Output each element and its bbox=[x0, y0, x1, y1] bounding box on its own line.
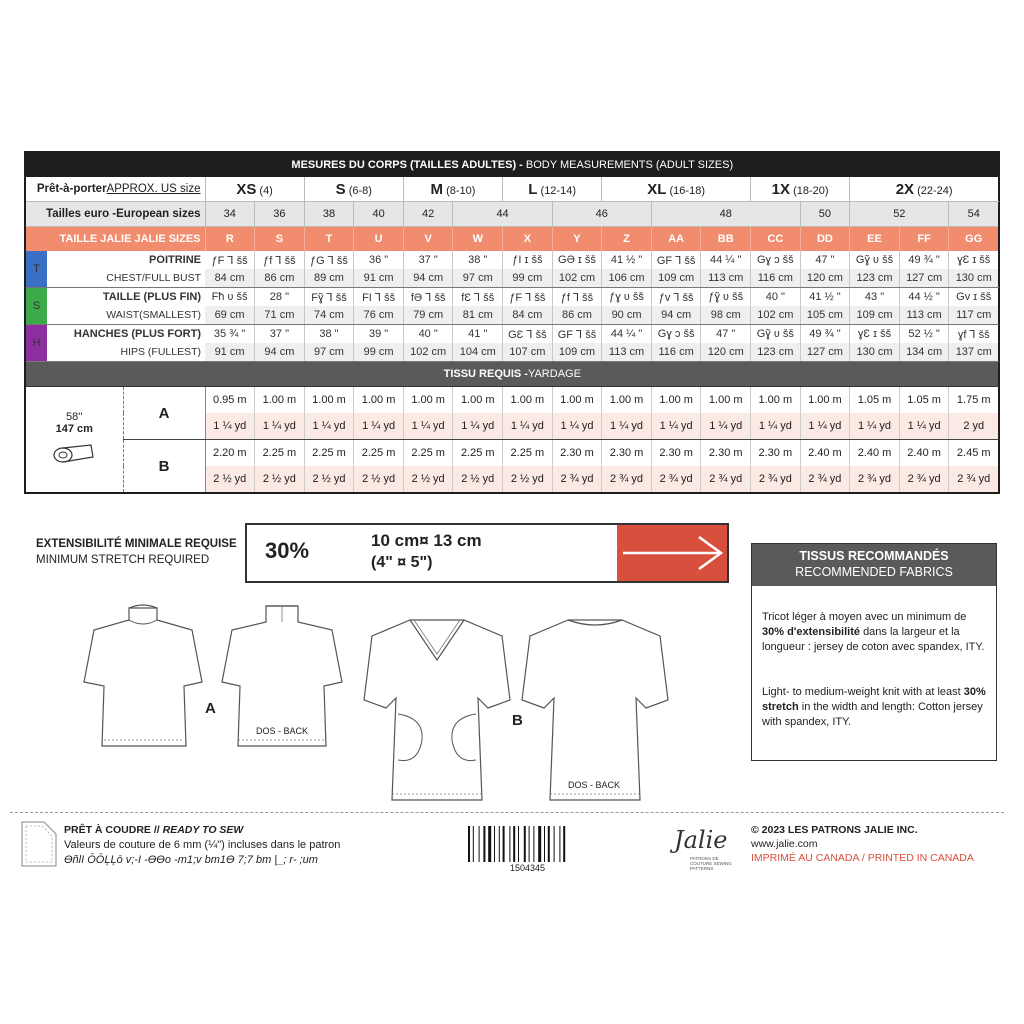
yardage-yards-cell: 2 ¾ yd bbox=[701, 466, 751, 493]
measurement-inches-cell: 49 ¾ " bbox=[800, 325, 850, 344]
measurement-cm-cell: 102 cm bbox=[403, 343, 453, 362]
measurement-row-cm bbox=[25, 306, 999, 325]
measurement-cm-cell: 86 cm bbox=[255, 269, 305, 288]
measurement-cm-cell: 117 cm bbox=[949, 306, 999, 325]
yardage-metres-cell: 1.05 m bbox=[850, 387, 900, 414]
yardage-metres-cell: 1.00 m bbox=[800, 387, 850, 414]
yardage-metres-cell: 2.25 m bbox=[503, 440, 553, 467]
measurement-cm-cell: 97 cm bbox=[453, 269, 503, 288]
yardage-yards-cell: 2 ½ yd bbox=[403, 466, 453, 493]
cut-line-divider bbox=[10, 812, 1004, 813]
yardage-yards-cell: 2 ½ yd bbox=[503, 466, 553, 493]
table-title-fr: MESURES DU CORPS (TAILLES ADULTES) - bbox=[291, 159, 523, 171]
jalie-size: AA bbox=[651, 227, 701, 252]
measurement-cm-cell: 79 cm bbox=[403, 306, 453, 325]
measurement-cm-cell: 84 cm bbox=[503, 306, 553, 325]
ready-to-sew-note bbox=[64, 823, 340, 868]
us-size-2x: 2X (22-24) bbox=[850, 177, 999, 202]
euro-size: 44 bbox=[453, 202, 552, 227]
barcode-bar bbox=[524, 826, 526, 862]
yardage-yards-cell: 2 ½ yd bbox=[354, 466, 404, 493]
measurement-inches-cell: 35 ¾ " bbox=[205, 325, 255, 344]
measurement-cm-cell: 123 cm bbox=[850, 269, 900, 288]
jalie-size: CC bbox=[751, 227, 801, 252]
measurement-inches-cell: 37 " bbox=[403, 251, 453, 269]
measurement-inches-cell: ƒɣ̃ ʋ šš bbox=[701, 288, 751, 307]
measurement-inches-cell: Gɣ̃ ʋ šš bbox=[751, 325, 801, 344]
jalie-size: BB bbox=[701, 227, 751, 252]
yardage-yards-cell: 1 ¼ yd bbox=[354, 413, 404, 440]
euro-size: 52 bbox=[850, 202, 949, 227]
view-b-back-sketch bbox=[520, 614, 670, 804]
measurement-cm-cell: 123 cm bbox=[751, 343, 801, 362]
fabric-width-cell bbox=[25, 387, 123, 494]
yardage-metres-cell: 1.00 m bbox=[701, 387, 751, 414]
yardage-yards-cell: 1 ¼ yd bbox=[701, 413, 751, 440]
view-b-letter: B bbox=[512, 712, 523, 729]
measurement-inches-cell: ƒɣ ʋ šš bbox=[602, 288, 652, 307]
measurement-cm-cell: 94 cm bbox=[255, 343, 305, 362]
measurement-inches-cell: Gɣ ɔ šš bbox=[751, 251, 801, 269]
euro-size: 48 bbox=[651, 202, 800, 227]
barcode bbox=[466, 826, 584, 862]
view-a-front-sketch bbox=[82, 600, 204, 750]
measurement-cm-cell: 98 cm bbox=[701, 306, 751, 325]
barcode-number: 1504345 bbox=[510, 863, 546, 873]
euro-size: 38 bbox=[304, 202, 354, 227]
yardage-yards-cell: 2 ½ yd bbox=[205, 466, 255, 493]
yardage-metres-cell: 2.20 m bbox=[205, 440, 255, 467]
measurement-inches-cell: 41 " bbox=[453, 325, 503, 344]
ready-to-sew-title: PRÊT À COUDRE // READY TO SEW bbox=[64, 824, 244, 836]
yardage-metres-cell: 1.00 m bbox=[304, 387, 354, 414]
measurement-inches-cell: ƒF ⅂ šš bbox=[205, 251, 255, 269]
yardage-yards-cell: 1 ¼ yd bbox=[552, 413, 602, 440]
measurement-cm-cell: 107 cm bbox=[503, 343, 553, 362]
measurement-inches-cell: 39 " bbox=[354, 325, 404, 344]
yardage-metres-cell: 2.30 m bbox=[552, 440, 602, 467]
jalie-size: EE bbox=[850, 227, 900, 252]
yardage-metres-cell: 1.75 m bbox=[949, 387, 999, 414]
yardage-yards-cell: 2 yd bbox=[949, 413, 999, 440]
website-link[interactable]: www.jalie.com bbox=[751, 838, 818, 850]
yardage-rows bbox=[25, 387, 999, 494]
yardage-yards-cell: 2 ¾ yd bbox=[949, 466, 999, 493]
measurement-inches-cell: 52 ½ " bbox=[899, 325, 949, 344]
jalie-size: Z bbox=[602, 227, 652, 252]
measurement-label-en: WAIST(SMALLEST) bbox=[47, 306, 205, 325]
measurement-inches-cell: 44 ¼ " bbox=[602, 325, 652, 344]
barcode-bar bbox=[488, 826, 491, 862]
measurement-inches-cell: 44 ¼ " bbox=[701, 251, 751, 269]
yardage-metres-cell: 2.30 m bbox=[751, 440, 801, 467]
measurement-cm-cell: 76 cm bbox=[354, 306, 404, 325]
measurement-cm-cell: 99 cm bbox=[503, 269, 553, 288]
jalie-size: T bbox=[304, 227, 354, 252]
measurement-inches-cell: 44 ½ " bbox=[899, 288, 949, 307]
measurement-row-inches bbox=[25, 288, 999, 307]
measurement-inches-cell: ɣƐ ɪ šš bbox=[850, 325, 900, 344]
measurement-cm-cell: 109 cm bbox=[850, 306, 900, 325]
yardage-yards-cell: 2 ¾ yd bbox=[602, 466, 652, 493]
view-a-letter: A bbox=[205, 700, 216, 717]
measurement-label-fr: POITRINE bbox=[149, 254, 201, 266]
yardage-metres-cell: 2.25 m bbox=[304, 440, 354, 467]
barcode-bar bbox=[494, 826, 495, 862]
yardage-metres-cell: 2.40 m bbox=[899, 440, 949, 467]
barcode-bar bbox=[563, 826, 565, 862]
measurement-inches-cell: 47 " bbox=[701, 325, 751, 344]
yardage-metres-cell: 1.00 m bbox=[255, 387, 305, 414]
yardage-metres-cell: 2.25 m bbox=[255, 440, 305, 467]
jalie-size: V bbox=[403, 227, 453, 252]
jalie-size: FF bbox=[899, 227, 949, 252]
seam-allowance-icon bbox=[20, 820, 58, 868]
measurement-inches-cell: GƏ ɪ šš bbox=[552, 251, 602, 269]
jalie-size-row bbox=[25, 227, 999, 252]
stretch-label-fr: EXTENSIBILITÉ MINIMALE REQUISE bbox=[36, 538, 237, 550]
us-size-label bbox=[25, 177, 205, 202]
euro-size: 54 bbox=[949, 202, 999, 227]
measurement-cm-cell: 104 cm bbox=[453, 343, 503, 362]
yardage-metres-cell: 2.30 m bbox=[701, 440, 751, 467]
euro-size: 46 bbox=[552, 202, 651, 227]
measurement-cm-cell: 91 cm bbox=[205, 343, 255, 362]
jalie-size: DD bbox=[800, 227, 850, 252]
recommended-title-fr: TISSUS RECOMMANDÉS bbox=[799, 549, 949, 563]
recommended-title-en: RECOMMENDED FABRICS bbox=[795, 565, 953, 579]
euro-size-row bbox=[25, 202, 999, 227]
recommended-fabrics-panel bbox=[751, 543, 997, 761]
yardage-row-metres bbox=[25, 440, 999, 467]
yardage-metres-cell: 1.00 m bbox=[751, 387, 801, 414]
measurement-cm-cell: 74 cm bbox=[304, 306, 354, 325]
yardage-metres-cell: 1.00 m bbox=[651, 387, 701, 414]
measurement-inches-cell: fƏ ⅂ šš bbox=[403, 288, 453, 307]
recommended-text-en: Light- to medium-weight knit with at least 30% stretch in the width and length: Cotton jersey with spandex, ITY. bbox=[762, 686, 986, 728]
measurement-inches-cell: Fɣ̃ ⅂ šš bbox=[304, 288, 354, 307]
yardage-yards-cell: 2 ¾ yd bbox=[552, 466, 602, 493]
stretch-label bbox=[36, 536, 237, 568]
us-size-l: L (12-14) bbox=[503, 177, 602, 202]
measurement-inches-cell: GF ⅂ šš bbox=[651, 251, 701, 269]
measurement-inches-cell: ɣƐ ɪ šš bbox=[949, 251, 999, 269]
stretch-gauge bbox=[245, 523, 729, 583]
seam-allowance-fr: Valeurs de couture de 6 mm (¼") incluses dans le patron bbox=[64, 839, 341, 851]
measurement-color-tag: H bbox=[25, 325, 47, 362]
measurement-inches-cell: Gɣ̃ ʋ šš bbox=[850, 251, 900, 269]
measurement-cm-cell: 94 cm bbox=[651, 306, 701, 325]
measurement-cm-cell: 130 cm bbox=[850, 343, 900, 362]
yardage-metres-cell: 1.00 m bbox=[453, 387, 503, 414]
view-b-front-sketch bbox=[362, 614, 512, 804]
yardage-view-label: A bbox=[123, 387, 205, 440]
barcode-bar bbox=[518, 826, 519, 862]
jalie-logo-subtitle: PATRONS DE COUTURE SEWING PATTERNS bbox=[690, 856, 732, 871]
yardage-yards-cell: 2 ¾ yd bbox=[850, 466, 900, 493]
barcode-bar bbox=[544, 826, 545, 862]
yardage-yards-cell: 2 ½ yd bbox=[304, 466, 354, 493]
table-title-en: BODY MEASUREMENTS (ADULT SIZES) bbox=[525, 159, 734, 171]
measurement-cm-cell: 113 cm bbox=[602, 343, 652, 362]
measurement-row-cm bbox=[25, 343, 999, 362]
jalie-size: X bbox=[503, 227, 553, 252]
us-size-label-fr: Prêt-à-porter bbox=[36, 183, 107, 195]
yardage-metres-cell: 1.00 m bbox=[403, 387, 453, 414]
barcode-bar bbox=[503, 826, 505, 862]
measurement-cm-cell: 106 cm bbox=[602, 269, 652, 288]
yardage-metres-cell: 2.25 m bbox=[354, 440, 404, 467]
measurement-cm-cell: 120 cm bbox=[800, 269, 850, 288]
barcode-bar bbox=[548, 826, 550, 862]
arrow-right-icon bbox=[617, 525, 727, 581]
yardage-title-fr: TISSU REQUIS - bbox=[443, 368, 528, 380]
euro-size: 36 bbox=[255, 202, 305, 227]
us-size-xs: XS (4) bbox=[205, 177, 304, 202]
yardage-yards-cell: 2 ½ yd bbox=[453, 466, 503, 493]
barcode-bar bbox=[473, 826, 474, 862]
measurement-label-fr: TAILLE (PLUS FIN) bbox=[102, 291, 201, 303]
us-size-xl: XL (16-18) bbox=[602, 177, 751, 202]
jalie-logo: Jalie bbox=[674, 826, 728, 854]
measurement-cm-cell: 71 cm bbox=[255, 306, 305, 325]
measurement-inches-cell: Fħ ʋ šš bbox=[205, 288, 255, 307]
view-b-back-label: DOS - BACK bbox=[568, 780, 621, 790]
measurement-inches-cell: 41 ½ " bbox=[602, 251, 652, 269]
measurement-inches-cell: ƒf ⅂ šš bbox=[552, 288, 602, 307]
yardage-yards-cell: 1 ¼ yd bbox=[751, 413, 801, 440]
yardage-row-metres bbox=[25, 387, 999, 414]
measurement-label-fr: HANCHES (PLUS FORT) bbox=[73, 328, 201, 340]
yardage-yards-cell: 1 ¼ yd bbox=[304, 413, 354, 440]
yardage-metres-cell: 1.00 m bbox=[602, 387, 652, 414]
jalie-size: U bbox=[354, 227, 404, 252]
yardage-yards-cell: 2 ¾ yd bbox=[751, 466, 801, 493]
measurement-color-tag: T bbox=[25, 251, 47, 288]
size-chart-table bbox=[24, 151, 1000, 494]
recommended-text-fr: Tricot léger à moyen avec un minimum de 30% d'extensibilité dans la largeur et la longueur : jersey de coton avec spandex, ITY. bbox=[762, 611, 985, 653]
measurement-cm-cell: 89 cm bbox=[304, 269, 354, 288]
yardage-view-label: B bbox=[123, 440, 205, 494]
yardage-metres-cell: 2.40 m bbox=[850, 440, 900, 467]
measurement-inches-cell: 36 " bbox=[354, 251, 404, 269]
yardage-yards-cell: 1 ¼ yd bbox=[205, 413, 255, 440]
stretch-inch-range: (4" ¤ 5") bbox=[371, 554, 433, 571]
copyright-text: © 2023 LES PATRONS JALIE INC. bbox=[751, 824, 918, 836]
yardage-metres-cell: 1.00 m bbox=[552, 387, 602, 414]
stretch-cm-range: 10 cm¤ 13 cm bbox=[371, 531, 482, 550]
measurement-inches-cell: 47 " bbox=[800, 251, 850, 269]
measurement-cm-cell: 134 cm bbox=[899, 343, 949, 362]
measurement-inches-cell: Gv ɪ šš bbox=[949, 288, 999, 307]
recommended-fabrics-header bbox=[752, 544, 996, 586]
yardage-metres-cell: 2.25 m bbox=[403, 440, 453, 467]
measurement-inches-cell: 28 " bbox=[255, 288, 305, 307]
measurement-cm-cell: 102 cm bbox=[552, 269, 602, 288]
barcode-bar bbox=[538, 826, 541, 862]
measurement-cm-cell: 86 cm bbox=[552, 306, 602, 325]
printed-in-text: IMPRIMÉ AU CANADA / PRINTED IN CANADA bbox=[751, 852, 974, 864]
seam-allowance-en: ƟñlI ŌŌĻĻō v;-I -ƟƟo -m1;v bm1Ɵ 7;7 bm |_; r- ;um bbox=[64, 854, 318, 866]
measurement-inches-cell: ƒG ⅂ šš bbox=[304, 251, 354, 269]
measurement-inches-cell: GF ⅂ šš bbox=[552, 325, 602, 344]
measurement-cm-cell: 113 cm bbox=[701, 269, 751, 288]
measurement-cm-cell: 113 cm bbox=[899, 306, 949, 325]
measurement-cm-cell: 116 cm bbox=[651, 343, 701, 362]
jalie-size-label: TAILLE JALIE JALIE SIZES bbox=[25, 227, 205, 252]
euro-size: 42 bbox=[403, 202, 453, 227]
barcode-bar bbox=[499, 826, 500, 862]
measurement-inches-cell: 38 " bbox=[453, 251, 503, 269]
view-a-back-label: DOS - BACK bbox=[256, 726, 309, 736]
table-title-row bbox=[25, 152, 999, 177]
yardage-yards-cell: 2 ¾ yd bbox=[800, 466, 850, 493]
measurement-cm-cell: 105 cm bbox=[800, 306, 850, 325]
us-size-1x: 1X (18-20) bbox=[751, 177, 850, 202]
measurement-inches-cell: ƒv ⅂ šš bbox=[651, 288, 701, 307]
stretch-percent: 30% bbox=[265, 538, 310, 563]
measurement-cm-cell: 97 cm bbox=[304, 343, 354, 362]
measurement-cm-cell: 137 cm bbox=[949, 343, 999, 362]
measurement-inches-cell: ƒf ⅂ šš bbox=[255, 251, 305, 269]
jalie-size: GG bbox=[949, 227, 999, 252]
measurement-inches-cell: 43 " bbox=[850, 288, 900, 307]
euro-size-label: Tailles euro -European sizes bbox=[25, 202, 205, 227]
measurement-row-cm bbox=[25, 269, 999, 288]
measurement-label-en: CHEST/FULL BUST bbox=[47, 269, 205, 288]
yardage-metres-cell: 2.30 m bbox=[602, 440, 652, 467]
measurement-cm-cell: 84 cm bbox=[205, 269, 255, 288]
fabric-width-cm: 147 cm bbox=[55, 423, 93, 435]
yardage-title-en: YARDAGE bbox=[527, 368, 581, 380]
stretch-arrow-block bbox=[617, 525, 727, 581]
euro-size: 50 bbox=[800, 202, 850, 227]
yardage-metres-cell: 2.30 m bbox=[651, 440, 701, 467]
yardage-metres-cell: 2.40 m bbox=[800, 440, 850, 467]
measurement-cm-cell: 102 cm bbox=[751, 306, 801, 325]
euro-size: 40 bbox=[354, 202, 404, 227]
yardage-yards-cell: 1 ¼ yd bbox=[800, 413, 850, 440]
yardage-yards-cell: 1 ¼ yd bbox=[651, 413, 701, 440]
jalie-size: S bbox=[255, 227, 305, 252]
measurement-inches-cell: 38 " bbox=[304, 325, 354, 344]
yardage-metres-cell: 1.00 m bbox=[503, 387, 553, 414]
us-size-label-en: APPROX. US size bbox=[106, 183, 201, 195]
barcode-bar bbox=[483, 826, 485, 862]
barcode-bar bbox=[468, 826, 470, 862]
measurement-inches-cell: 37 " bbox=[255, 325, 305, 344]
fabric-roll-icon bbox=[51, 441, 97, 465]
measurement-cm-cell: 91 cm bbox=[354, 269, 404, 288]
yardage-metres-cell: 1.05 m bbox=[899, 387, 949, 414]
measurement-inches-cell: fƐ ⅂ šš bbox=[453, 288, 503, 307]
measurement-inches-cell: Gɣ ɔ šš bbox=[651, 325, 701, 344]
measurement-cm-cell: 90 cm bbox=[602, 306, 652, 325]
measurement-inches-cell: ɣf ⅂ šš bbox=[949, 325, 999, 344]
measurement-cm-cell: 116 cm bbox=[751, 269, 801, 288]
measurement-inches-cell: 49 ¾ " bbox=[899, 251, 949, 269]
measurement-cm-cell: 99 cm bbox=[354, 343, 404, 362]
jalie-size: Y bbox=[552, 227, 602, 252]
euro-size: 34 bbox=[205, 202, 255, 227]
measurement-row-inches bbox=[25, 251, 999, 269]
barcode-bar bbox=[533, 826, 534, 862]
measurement-label-en: HIPS (FULLEST) bbox=[47, 343, 205, 362]
jalie-size: W bbox=[453, 227, 503, 252]
stretch-label-en: MINIMUM STRETCH REQUIRED bbox=[36, 554, 210, 566]
yardage-metres-cell: 1.00 m bbox=[354, 387, 404, 414]
barcode-bar bbox=[554, 826, 555, 862]
measurement-inches-cell: 40 " bbox=[403, 325, 453, 344]
barcode-bar bbox=[479, 826, 480, 862]
yardage-yards-cell: 1 ¼ yd bbox=[503, 413, 553, 440]
yardage-yards-cell: 1 ¼ yd bbox=[453, 413, 503, 440]
us-size-row bbox=[25, 177, 999, 202]
fabric-width-inches: 58'' bbox=[66, 411, 83, 423]
yardage-metres-cell: 0.95 m bbox=[205, 387, 255, 414]
measurement-inches-cell: 41 ½ " bbox=[800, 288, 850, 307]
yardage-title-row bbox=[25, 362, 999, 387]
yardage-yards-cell: 2 ¾ yd bbox=[651, 466, 701, 493]
measurement-rows bbox=[25, 251, 999, 362]
measurement-cm-cell: 109 cm bbox=[651, 269, 701, 288]
publisher-info bbox=[751, 823, 974, 865]
measurement-cm-cell: 81 cm bbox=[453, 306, 503, 325]
yardage-yards-cell: 1 ¼ yd bbox=[899, 413, 949, 440]
measurement-cm-cell: 120 cm bbox=[701, 343, 751, 362]
yardage-yards-cell: 2 ½ yd bbox=[255, 466, 305, 493]
yardage-yards-cell: 1 ¼ yd bbox=[255, 413, 305, 440]
measurement-inches-cell: GƐ ⅂ šš bbox=[503, 325, 553, 344]
yardage-metres-cell: 2.25 m bbox=[453, 440, 503, 467]
jalie-size: R bbox=[205, 227, 255, 252]
yardage-yards-cell: 1 ¼ yd bbox=[602, 413, 652, 440]
us-size-s: S (6-8) bbox=[304, 177, 403, 202]
measurement-cm-cell: 109 cm bbox=[552, 343, 602, 362]
measurement-inches-cell: 40 " bbox=[751, 288, 801, 307]
measurement-inches-cell: ƒI ɪ šš bbox=[503, 251, 553, 269]
measurement-cm-cell: 127 cm bbox=[899, 269, 949, 288]
measurement-cm-cell: 127 cm bbox=[800, 343, 850, 362]
barcode-bar bbox=[509, 826, 510, 862]
yardage-yards-cell: 1 ¼ yd bbox=[403, 413, 453, 440]
measurement-cm-cell: 130 cm bbox=[949, 269, 999, 288]
yardage-yards-cell: 1 ¼ yd bbox=[850, 413, 900, 440]
measurement-row-inches bbox=[25, 325, 999, 344]
measurement-cm-cell: 94 cm bbox=[403, 269, 453, 288]
measurement-color-tag: S bbox=[25, 288, 47, 325]
barcode-bar bbox=[529, 826, 530, 862]
measurement-inches-cell: ƒF ⅂ šš bbox=[503, 288, 553, 307]
barcode-bar bbox=[513, 826, 515, 862]
barcode-bar bbox=[559, 826, 560, 862]
yardage-yards-cell: 2 ¾ yd bbox=[899, 466, 949, 493]
us-size-m: M (8-10) bbox=[403, 177, 502, 202]
yardage-metres-cell: 2.45 m bbox=[949, 440, 999, 467]
measurement-cm-cell: 69 cm bbox=[205, 306, 255, 325]
measurement-inches-cell: FI ⅂ šš bbox=[354, 288, 404, 307]
